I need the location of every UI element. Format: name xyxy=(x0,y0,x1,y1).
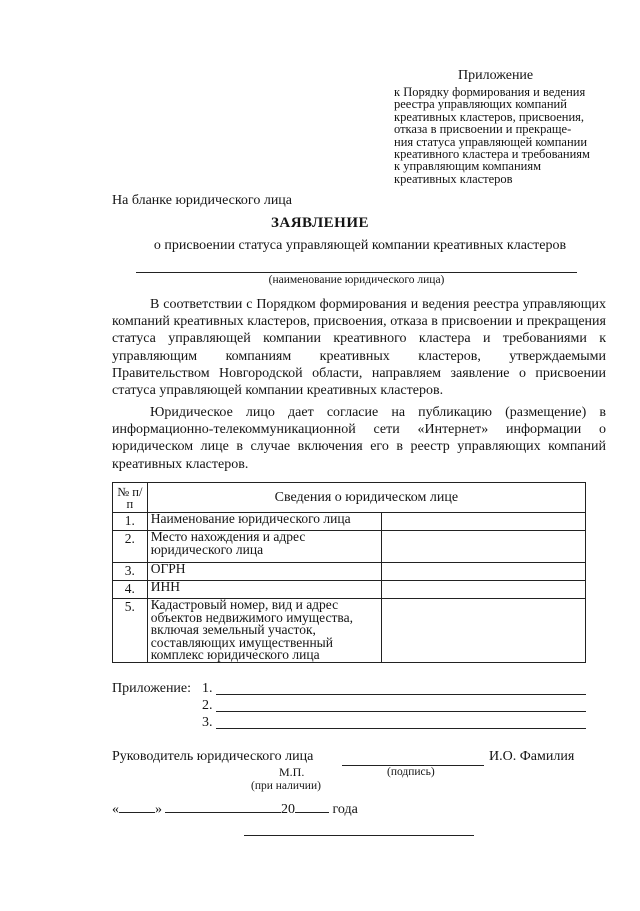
row-label: ОГРН xyxy=(147,563,382,581)
attachment-number: 1. xyxy=(202,681,213,696)
row-number: 2. xyxy=(113,531,148,563)
body-paragraph: В соответствии с Порядком формирования и ведения реестра управляющих компаний креативных кластеров, присвоения, отказа в присвоении и прекращения статуса управляющей компании креативного кластера и требованиями к управляющим компаниям креативных кластеров, утверждаемыми Правительством Новгородской области, направляем заявление о присвоении статуса управляющей компании креативных кластеров. xyxy=(112,297,606,399)
row-label: Кадастровый номер, вид и адрес объектов недвижимого имущества, включая земельный участок, составляющих имущественный комплекс юридического лица xyxy=(147,599,382,663)
row-number: 3. xyxy=(113,563,148,581)
row-label: Место нахождения и адрес юридического лица xyxy=(147,531,382,563)
appendix-line: реестра управляющих компаний xyxy=(394,97,567,112)
attachment-line-1[interactable] xyxy=(216,694,586,695)
table-row xyxy=(113,513,586,531)
table-row xyxy=(113,531,586,563)
appendix-line: к управляющим компаниям xyxy=(394,159,541,174)
bottom-signature-line[interactable] xyxy=(244,835,474,836)
table-row xyxy=(113,563,586,581)
letterhead-note: На бланке юридического лица xyxy=(112,193,293,208)
head-of-entity-label: Руководитель юридического лица xyxy=(112,749,314,764)
table-header-row xyxy=(113,483,586,513)
date-row xyxy=(112,802,358,818)
row-value-cell[interactable] xyxy=(382,581,586,599)
appendix-line: к Порядку формирования и ведения xyxy=(394,85,586,99)
legal-entity-info-table xyxy=(112,482,586,663)
date-close-quote: » xyxy=(155,802,162,817)
seal-note: (при наличии) xyxy=(251,780,321,792)
appendix-line: креативных кластеров, присвоения, xyxy=(394,109,585,124)
legal-entity-name-field[interactable] xyxy=(136,272,577,273)
year-prefix: 20 xyxy=(281,802,295,817)
signer-name: И.О. Фамилия xyxy=(489,749,575,764)
appendix-line: креативных кластеров xyxy=(394,171,513,186)
date-open-quote: « xyxy=(112,802,119,817)
appendix-reference xyxy=(394,86,608,185)
seal-placeholder: М.П. xyxy=(279,765,305,779)
document-subtitle: о присвоении статуса управляющей компании креативных кластеров xyxy=(153,238,567,253)
appendix-title: Приложение xyxy=(458,68,534,83)
row-label: ИНН xyxy=(147,581,382,599)
row-value-cell[interactable] xyxy=(382,599,586,663)
month-field[interactable] xyxy=(165,802,281,813)
column-header-number: № п/п xyxy=(113,483,148,513)
attachment-line-2[interactable] xyxy=(216,711,586,712)
document-title: ЗАЯВЛЕНИЕ xyxy=(270,215,370,231)
year-field[interactable] xyxy=(295,802,329,813)
row-value-cell[interactable] xyxy=(382,563,586,581)
row-number: 1. xyxy=(113,513,148,531)
column-header-info: Сведения о юридическом лице xyxy=(147,483,585,513)
day-field[interactable] xyxy=(119,802,155,813)
row-number: 5. xyxy=(113,599,148,663)
legal-entity-name-caption: (наименование юридического лица) xyxy=(268,274,445,286)
year-suffix: года xyxy=(332,802,358,817)
attachment-line-3[interactable] xyxy=(216,728,586,729)
row-value-cell[interactable] xyxy=(382,513,586,531)
attachments-label: Приложение: xyxy=(112,681,192,696)
table-row xyxy=(113,599,586,663)
signature-caption: (подпись) xyxy=(387,766,435,778)
table-row xyxy=(113,581,586,599)
appendix-line: креативного кластера и требованиям xyxy=(394,147,590,162)
consent-paragraph: Юридическое лицо дает согласие на публикацию (размещение) в информационно-телекоммуникационной сети «Интернет» информации о юридическом лице в случае включения его в реестр управляющих компаний креативных кластеров. xyxy=(112,405,606,472)
row-number: 4. xyxy=(113,581,148,599)
appendix-line: ния статуса управляющей компании xyxy=(394,134,588,149)
appendix-line: отказа в присвоении и прекраще- xyxy=(394,122,572,137)
attachment-number: 3. xyxy=(202,715,213,730)
row-label: Наименование юридического лица xyxy=(147,513,382,531)
row-value-cell[interactable] xyxy=(382,531,586,563)
attachment-number: 2. xyxy=(202,698,213,713)
